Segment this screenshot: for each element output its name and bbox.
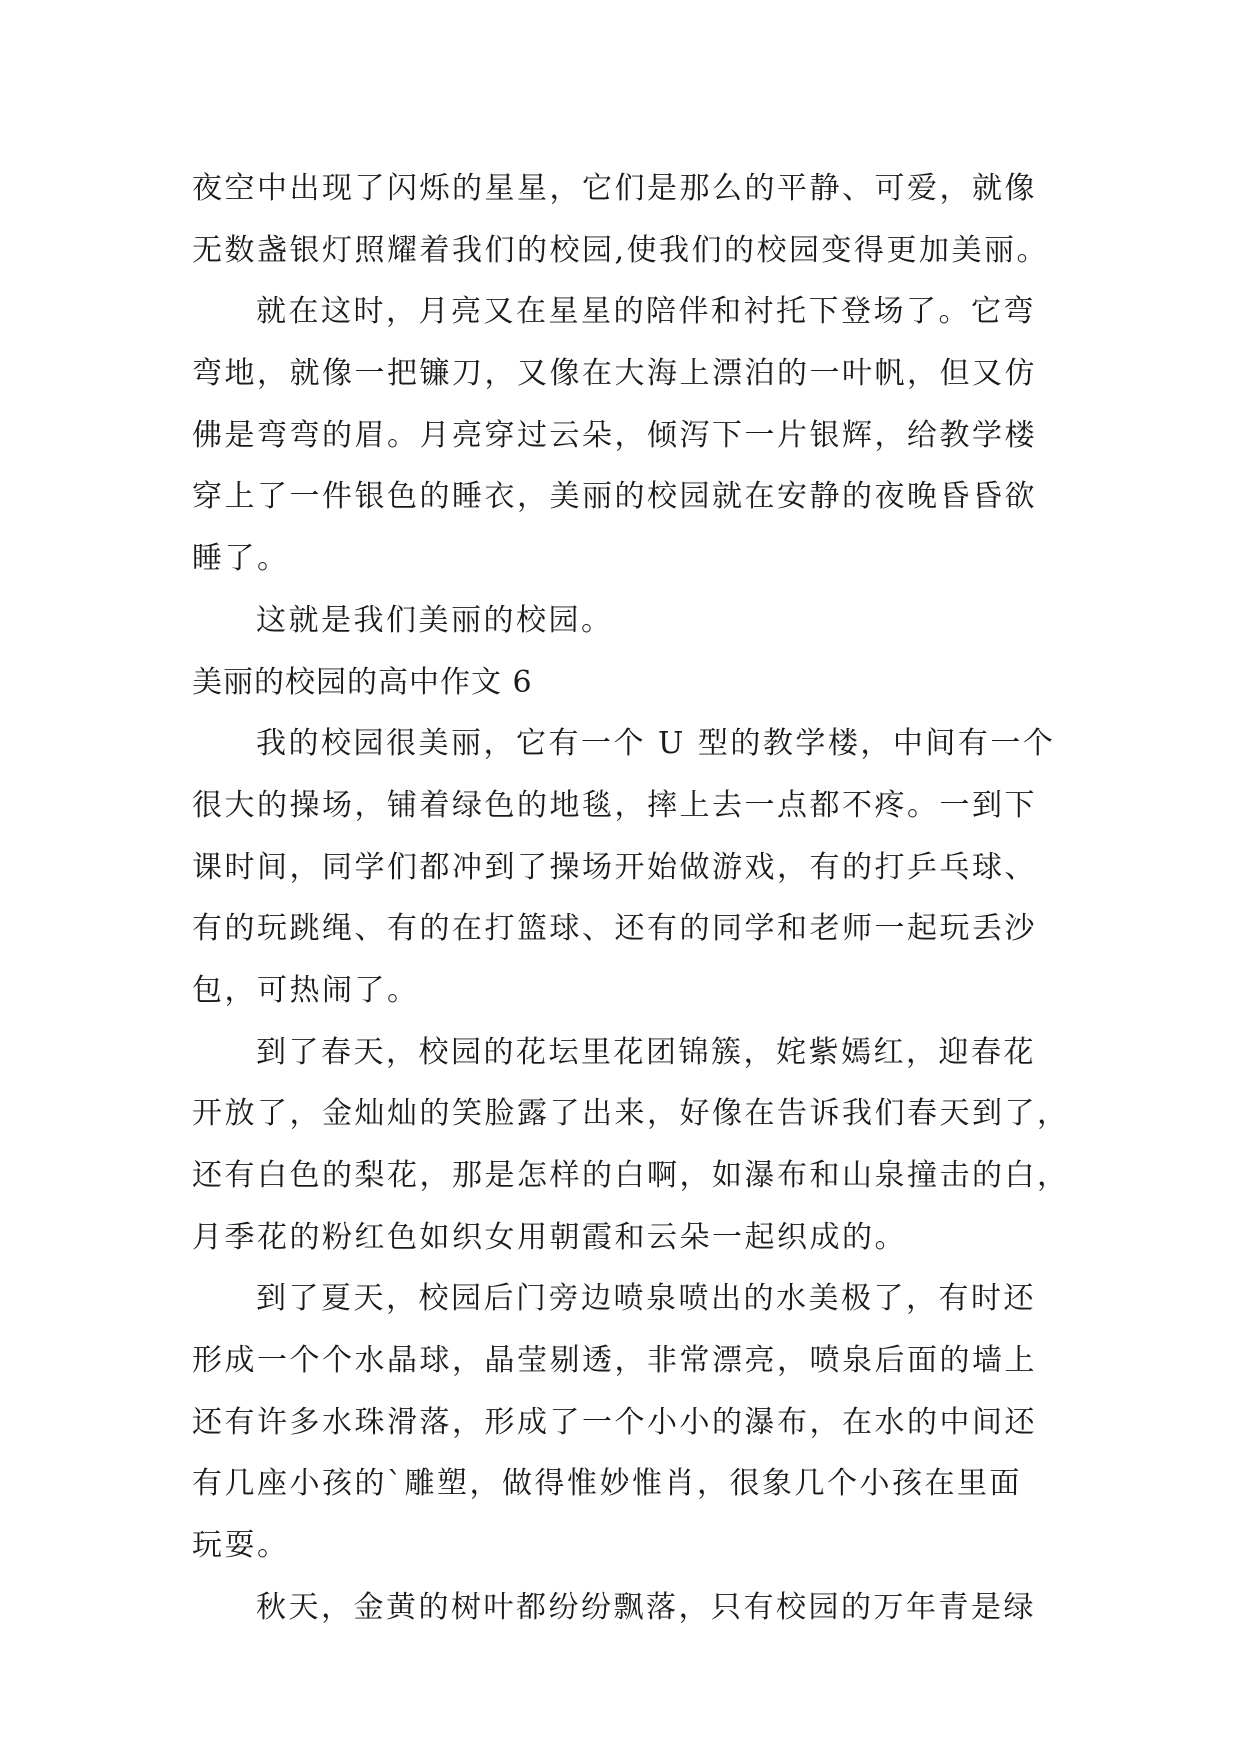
text-line: 有几座小孩的`雕塑，做得惟妙惟肖，很象几个小孩在里面	[192, 1466, 1022, 1502]
paragraph-start-line: 就在这时，月亮又在星星的陪伴和衬托下登场了。它弯	[256, 294, 1036, 330]
text-line: 有的玩跳绳、有的在打篮球、还有的同学和老师一起玩丢沙	[192, 911, 1037, 947]
text-line: 穿上了一件银色的睡衣，美丽的校园就在安静的夜晚昏昏欲	[192, 479, 1037, 515]
text-line: 还有许多水珠滑落，形成了一个小小的瀑布，在水的中间还	[192, 1404, 1037, 1440]
paragraph-start-line: 到了春天，校园的花坛里花团锦簇，姹紫嫣红，迎春花	[256, 1034, 1036, 1070]
text-line: 夜空中出现了闪烁的星星，它们是那么的平静、可爱，就像	[192, 171, 1037, 206]
text-line: 还有白色的梨花，那是怎样的白啊，如瀑布和山泉撞击的白，	[192, 1158, 1070, 1193]
paragraph-start-line: 这就是我们美丽的校园。	[256, 602, 614, 638]
essay-text	[192, 158, 1092, 1639]
section-heading: 美丽的校园的高中作文 6	[192, 664, 533, 700]
text-line: 弯地，就像一把镰刀，又像在大海上漂泊的一叶帆，但又仿	[192, 356, 1037, 392]
text-line: 无数盏银灯照耀着我们的校园,使我们的校园变得更加美丽。	[192, 232, 1050, 268]
paragraph-start-line: 到了夏天，校园后门旁边喷泉喷出的水美极了，有时还	[256, 1281, 1036, 1317]
text-line: 睡了。	[192, 541, 290, 577]
text-line: 课时间，同学们都冲到了操场开始做游戏，有的打乒乓球、	[192, 849, 1037, 885]
text-line: 开放了，金灿灿的笑脸露了出来，好像在告诉我们春天到了，	[192, 1096, 1070, 1132]
text-line: 佛是弯弯的眉。月亮穿过云朵，倾泻下一片银辉，给教学楼	[192, 417, 1037, 453]
text-line: 玩耍。	[192, 1528, 290, 1564]
paragraph-start-line: 秋天，金黄的树叶都纷纷飘落，只有校园的万年青是绿	[256, 1589, 1036, 1625]
paragraph-start-line: 我的校园很美丽，它有一个 U 型的教学楼，中间有一个	[256, 726, 1056, 762]
text-line: 月季花的粉红色如织女用朝霞和云朵一起织成的。	[192, 1219, 907, 1255]
text-line: 包，可热闹了。	[192, 972, 420, 1008]
text-line: 形成一个个水晶球，晶莹剔透，非常漂亮，喷泉后面的墙上	[192, 1343, 1037, 1379]
text-line: 很大的操场，铺着绿色的地毯，摔上去一点都不疼。一到下	[192, 787, 1037, 823]
